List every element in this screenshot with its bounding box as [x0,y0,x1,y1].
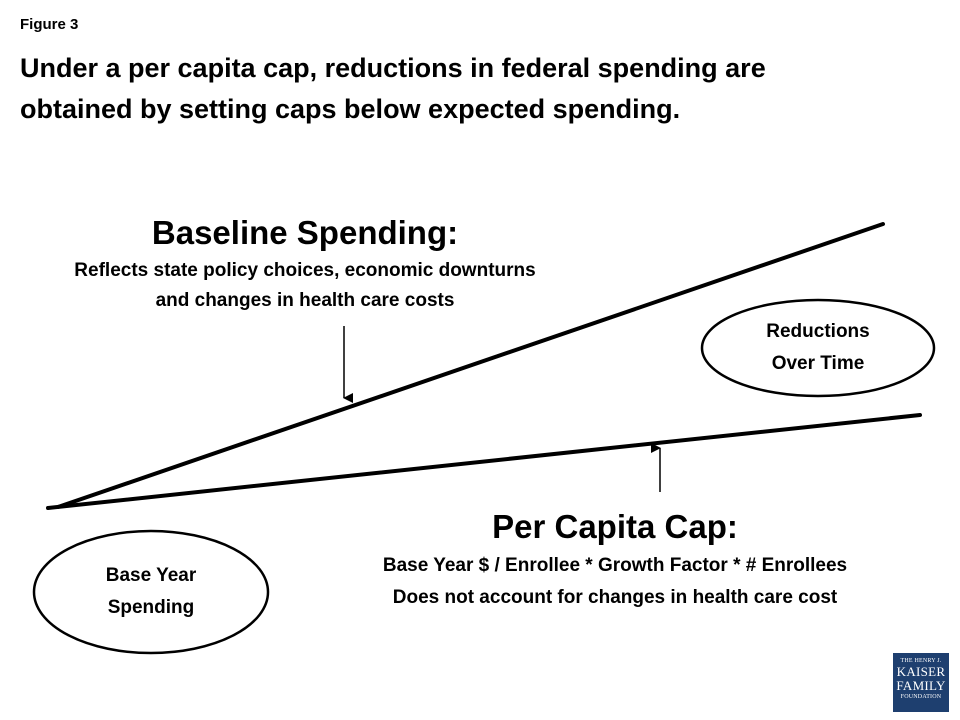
per-capita-cap-annotation [310,504,920,614]
logo-line-4: FOUNDATION [900,694,942,700]
reductions-over-time-label [702,300,934,396]
baseline-spending-title: Baseline Spending: [151,214,459,251]
per-capita-cap-note: Does not account for changes in health care cost [392,587,838,608]
baseline-desc-line-1: Reflects state policy choices, economic downturns [74,260,536,281]
baseline-spending-annotation [20,210,590,316]
base-year-line-2: Spending [107,597,195,618]
per-capita-cap-line [48,415,920,508]
logo-line-1: THE HENRY J. [900,658,942,664]
per-capita-cap-title: Per Capita Cap: [492,508,738,545]
base-year-spending-label [34,531,268,653]
reductions-line-2: Over Time [771,353,865,374]
base-year-line-1: Base Year [105,565,197,586]
baseline-desc-line-2: and changes in health care costs [155,290,455,311]
title-line-1: Under a per capita cap, reductions in federal spending are [20,53,766,83]
kaiser-family-foundation-logo [893,653,949,712]
per-capita-cap-formula: Base Year $ / Enrollee * Growth Factor * # Enrollees [382,555,848,576]
title-line-2: obtained by setting caps below expected spending. [20,94,681,124]
reductions-line-1: Reductions [766,321,870,342]
figure-label: Figure 3 [20,16,79,33]
logo-line-2: KAISER [896,664,946,679]
logo-line-3: FAMILY [896,678,946,693]
